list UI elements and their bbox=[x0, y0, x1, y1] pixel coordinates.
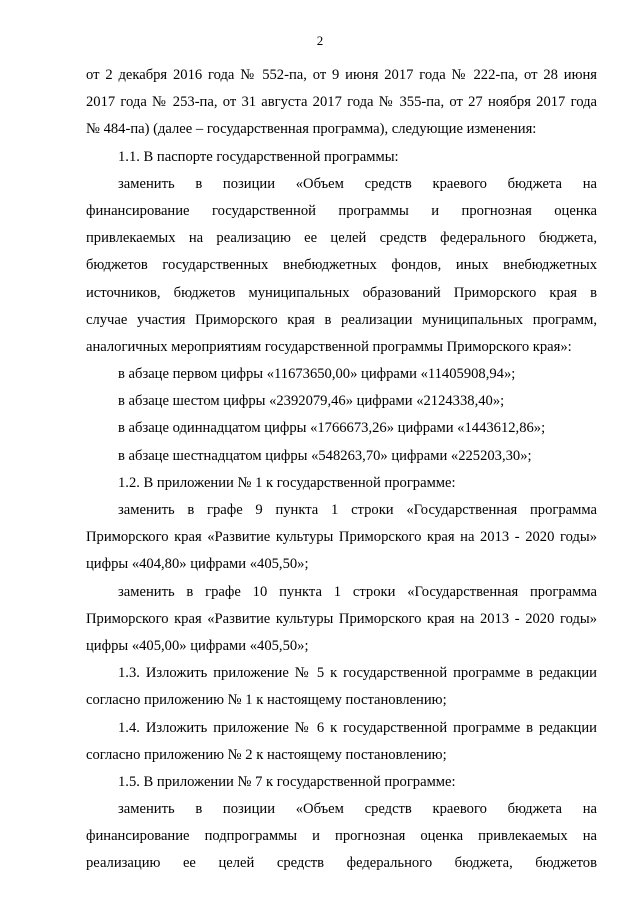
text-line: 1.1. В паспорте государственной программы: bbox=[118, 148, 399, 165]
text-line: аналогичных мероприятиям государственной программы Приморского края»: bbox=[86, 338, 572, 355]
text-line: привлекаемых на реализацию ее целей средств федерального бюджета, bbox=[86, 230, 597, 247]
text-line: согласно приложению № 2 к настоящему постановлению; bbox=[86, 746, 447, 763]
text-line: реализацию ее целей средств федерального бюджета, бюджетов bbox=[86, 855, 597, 872]
text-line: заменить в позиции «Объем средств краевого бюджета на bbox=[118, 175, 597, 192]
text-line: Приморского края «Развитие культуры Приморского края на 2013 - 2020 годы» bbox=[86, 529, 597, 546]
text-line: заменить в графе 10 пункта 1 строки «Государственная программа bbox=[118, 583, 597, 600]
text-line: финансирование государственной программы и прогнозная оценка bbox=[86, 202, 597, 219]
text-line: Приморского края «Развитие культуры Приморского края на 2013 - 2020 годы» bbox=[86, 610, 597, 627]
text-line: 1.2. В приложении № 1 к государственной программе: bbox=[118, 474, 456, 491]
text-line: заменить в позиции «Объем средств краевого бюджета на bbox=[118, 801, 597, 818]
text-line: цифры «405,00» цифрами «405,50»; bbox=[86, 637, 309, 654]
text-line: согласно приложению № 1 к настоящему постановлению; bbox=[86, 692, 447, 709]
text-line: 1.4. Изложить приложение № 6 к государственной программе в редакции bbox=[118, 719, 597, 736]
text-line: № 484-па) (далее – государственная программа), следующие изменения: bbox=[86, 121, 537, 138]
text-line: в абзаце первом цифры «11673650,00» цифрами «11405908,94»; bbox=[118, 366, 516, 383]
text-line: случае участия Приморского края в реализации муниципальных программ, bbox=[86, 311, 597, 328]
text-line: 2017 года № 253-па, от 31 августа 2017 года № 355-па, от 27 ноября 2017 года bbox=[86, 94, 597, 111]
text-line: в абзаце шестнадцатом цифры «548263,70» цифрами «225203,30»; bbox=[118, 447, 532, 464]
page-number: 2 bbox=[316, 33, 324, 48]
text-line: цифры «404,80» цифрами «405,50»; bbox=[86, 556, 309, 573]
document-body bbox=[86, 62, 597, 878]
text-line: заменить в графе 9 пункта 1 строки «Государственная программа bbox=[118, 502, 597, 518]
text-line: 1.5. В приложении № 7 к государственной программе: bbox=[118, 773, 456, 790]
text-line: от 2 декабря 2016 года № 552-па, от 9 июня 2017 года № 222-па, от 28 июня bbox=[86, 67, 597, 83]
text-line: в абзаце шестом цифры «2392079,46» цифрами «2124338,40»; bbox=[118, 393, 505, 410]
text-line: 1.3. Изложить приложение № 5 к государственной программе в редакции bbox=[118, 665, 597, 682]
text-line: финансирование подпрограммы и прогнозная оценка привлекаемых на bbox=[86, 828, 597, 845]
text-line: источников, бюджетов муниципальных образований Приморского края в bbox=[86, 284, 597, 301]
text-line: в абзаце одиннадцатом цифры «1766673,26» цифрами «1443612,86»; bbox=[118, 420, 546, 437]
text-line: бюджетов государственных внебюджетных фондов, иных внебюджетных bbox=[86, 257, 597, 274]
